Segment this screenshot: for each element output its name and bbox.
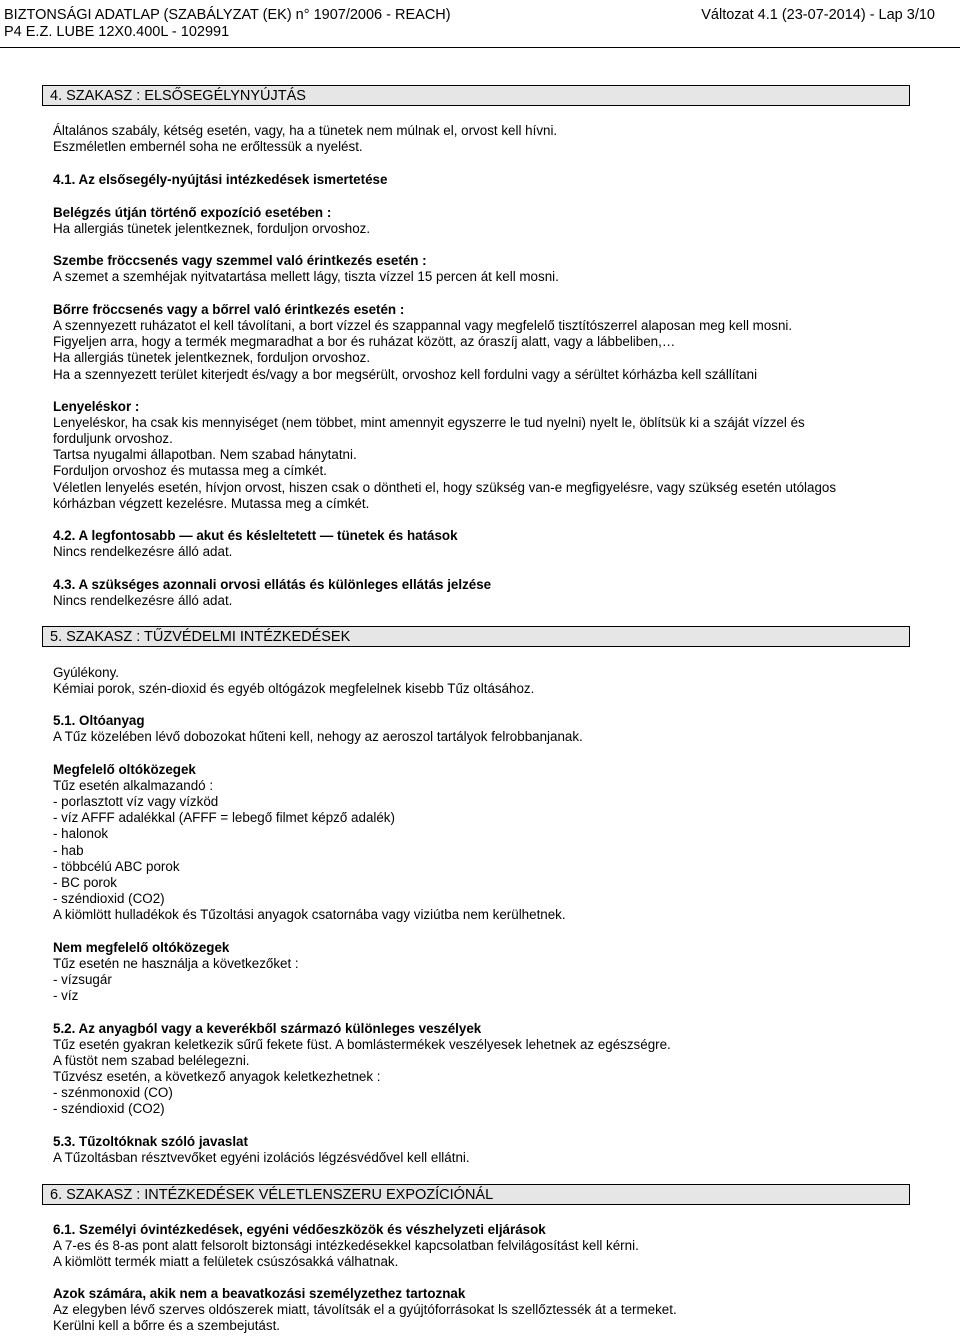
non-emergency-heading: Azok számára, akik nem a beavatkozási személyzethez tartoznak — [53, 1286, 466, 1301]
subsection-4-2-text: Nincs rendelkezésre álló adat. — [53, 544, 233, 559]
page-header — [0, 0, 960, 44]
unsuitable-media-heading: Nem megfelelő oltóközegek — [53, 940, 230, 955]
subsection-6-1-text: A 7-es és 8-as pont alatt felsorolt biztonsági intézkedésekkel kapcsolatban felvilágosítást kell kérni. — [53, 1238, 639, 1253]
subsection-6-1-text: A kiömlött termék miatt a felületek csúszósakká válhatnak. — [53, 1254, 399, 1269]
subsection-4-3-title: 4.3. A szükséges azonnali orvosi ellátás és különleges ellátás jelzése — [53, 577, 492, 592]
subsection-4-2-title: 4.2. A legfontosabb — akut és késleltetett — tünetek és hatások — [53, 528, 458, 543]
special-hazards-text: A füstöt nem szabad belélegezni. — [53, 1053, 250, 1068]
suitable-media-item: - porlasztott víz vagy vízköd — [53, 794, 219, 809]
suitable-media-item: - hab — [53, 843, 84, 858]
inhalation-text: Ha allergiás tünetek jelentkeznek, forduljon orvoshoz. — [53, 221, 371, 236]
ingestion-text: kórházban végzett kezelésre. Mutassa meg a címkét. — [53, 496, 370, 511]
fire-intro-text: Gyúlékony. — [53, 665, 119, 680]
special-hazards-text: - széndioxid (CO2) — [53, 1101, 165, 1116]
ingestion-text: forduljunk orvoshoz. — [53, 431, 173, 446]
suitable-media-item: - halonok — [53, 826, 109, 841]
eye-contact-heading: Szembe fröccsenés vagy szemmel való érintkezés esetén : — [53, 253, 427, 268]
skin-contact-heading: Bőrre fröccsenés vagy a bőrrel való érintkezés esetén : — [53, 302, 405, 317]
subsection-5-1-text: A Tűz közelében lévő dobozokat hűteni kell, nehogy az aeroszol tartályok felrobbanjanak. — [53, 729, 583, 744]
subsection-4-3-text: Nincs rendelkezésre álló adat. — [53, 593, 233, 608]
suitable-media-item: A kiömlött hulladékok és Tűzoltási anyagok csatornába vagy viziútba nem kerülhetnek. — [53, 907, 566, 922]
document-title: BIZTONSÁGI ADATLAP (SZABÁLYZAT (EK) n° 1907/2006 - REACH) — [4, 7, 451, 23]
subsection-5-3-text: A Tűzoltásban résztvevőket egyéni izolációs légzésvédővel kell ellátni. — [53, 1150, 470, 1165]
unsuitable-media-item: - víz — [53, 988, 79, 1003]
section-6-header — [42, 1184, 910, 1205]
subsection-5-2-title: 5.2. Az anyagból vagy a keverékből származó különleges veszélyek — [53, 1021, 482, 1036]
special-hazards-text: Tűzvész esetén, a következő anyagok keletkezhetnek : — [53, 1069, 381, 1084]
product-name: P4 E.Z. LUBE 12X0.400L - 102991 — [4, 24, 230, 40]
fire-intro-text: Kémiai porok, szén-dioxid és egyéb oltógázok megfelelnek kisebb Tűz oltásához. — [53, 681, 535, 696]
suitable-media-item: - BC porok — [53, 875, 117, 890]
section-4-title: 4. SZAKASZ : ELSŐSEGÉLYNYÚJTÁS — [50, 88, 306, 104]
skin-contact-text: Figyeljen arra, hogy a termék megmaradhat a bor és ruházat között, az óraszíj alatt, vagy a lábbeliben,… — [53, 334, 676, 349]
section-6-title: 6. SZAKASZ : INTÉZKEDÉSEK VÉLETLENSZERU EXPOZÍCIÓNÁL — [50, 1187, 494, 1203]
suitable-media-item: - széndioxid (CO2) — [53, 891, 165, 906]
ingestion-heading: Lenyeléskor : — [53, 399, 140, 414]
unsuitable-media-item: Tűz esetén ne használja a következőket : — [53, 956, 299, 971]
ingestion-text: Tartsa nyugalmi állapotban. Nem szabad hánytatni. — [53, 447, 357, 462]
skin-contact-text: A szennyezett ruházatot el kell távolítani, a bort vízzel és szappannal vagy megfelelő tisztítószerrel alaposan meg kell mosni. — [53, 318, 793, 333]
ingestion-text: Lenyeléskor, ha csak kis mennyiséget (nem többet, mint amennyit egyszerre le tud nyelni) nyelt le, öblítsük ki a száját vízzel és — [53, 415, 805, 430]
version-info: Változat 4.1 (23-07-2014) - Lap 3/10 — [701, 7, 935, 23]
skin-contact-text: Ha a szennyezett terület kiterjedt és/vagy a bor megsérült, orvoshoz kell fordulni vagy a sérültet kórházba kell szállítani — [53, 367, 758, 382]
special-hazards-text: Tűz esetén gyakran keletkezik sűrű fekete füst. A bomlástermékek veszélyesek lehetnek az egészségre. — [53, 1037, 671, 1052]
inhalation-heading: Belégzés útján történő expozíció esetében : — [53, 205, 332, 220]
skin-contact-text: Ha allergiás tünetek jelentkeznek, forduljon orvoshoz. — [53, 350, 371, 365]
non-emergency-text: Kerülni kell a bőrre és a szembejutást. — [53, 1318, 281, 1333]
subsection-6-1-title: 6.1. Személyi óvintézkedések, egyéni védőeszközök és vészhelyzeti eljárások — [53, 1222, 546, 1237]
ingestion-text: Forduljon orvoshoz és mutassa meg a címkét. — [53, 463, 327, 478]
subsection-5-3-title: 5.3. Tűzoltóknak szóló javaslat — [53, 1134, 248, 1149]
unsuitable-media-item: - vízsugár — [53, 972, 112, 987]
eye-contact-text: A szemet a szemhéjak nyitvatartása mellett lágy, tiszta vízzel 15 percen át kell mosni. — [53, 269, 559, 284]
section-5-header — [42, 626, 910, 647]
subsection-4-1-title: 4.1. Az elsősegély-nyújtási intézkedések ismertetése — [53, 172, 388, 187]
suitable-media-item: - többcélú ABC porok — [53, 859, 180, 874]
suitable-media-item: Tűz esetén alkalmazandó : — [53, 778, 214, 793]
special-hazards-text: - szénmonoxid (CO) — [53, 1085, 173, 1100]
general-rule-text: Eszméletlen embernél soha ne erőltessük a nyelést. — [53, 139, 363, 154]
section-5-title: 5. SZAKASZ : TŰZVÉDELMI INTÉZKEDÉSEK — [50, 629, 351, 645]
suitable-media-heading: Megfelelő oltóközegek — [53, 762, 196, 777]
header-divider — [0, 47, 960, 48]
ingestion-text: Véletlen lenyelés esetén, hívjon orvost, hiszen csak o döntheti el, hogy szükség van-e megfigyelésre, vagy szükség esetén utólagos — [53, 480, 837, 495]
subsection-5-1-title: 5.1. Oltóanyag — [53, 713, 145, 728]
non-emergency-text: Az elegyben lévő szerves oldószerek miatt, távolítsák el a gyújtóforrásokat ls szellőztessék át a termeket. — [53, 1302, 677, 1317]
general-rule-text: Általános szabály, kétség esetén, vagy, ha a tünetek nem múlnak el, orvost kell hívni. — [53, 123, 558, 138]
section-4-header — [42, 85, 910, 106]
suitable-media-item: - víz AFFF adalékkal (AFFF = lebegő filmet képző adalék) — [53, 810, 395, 825]
